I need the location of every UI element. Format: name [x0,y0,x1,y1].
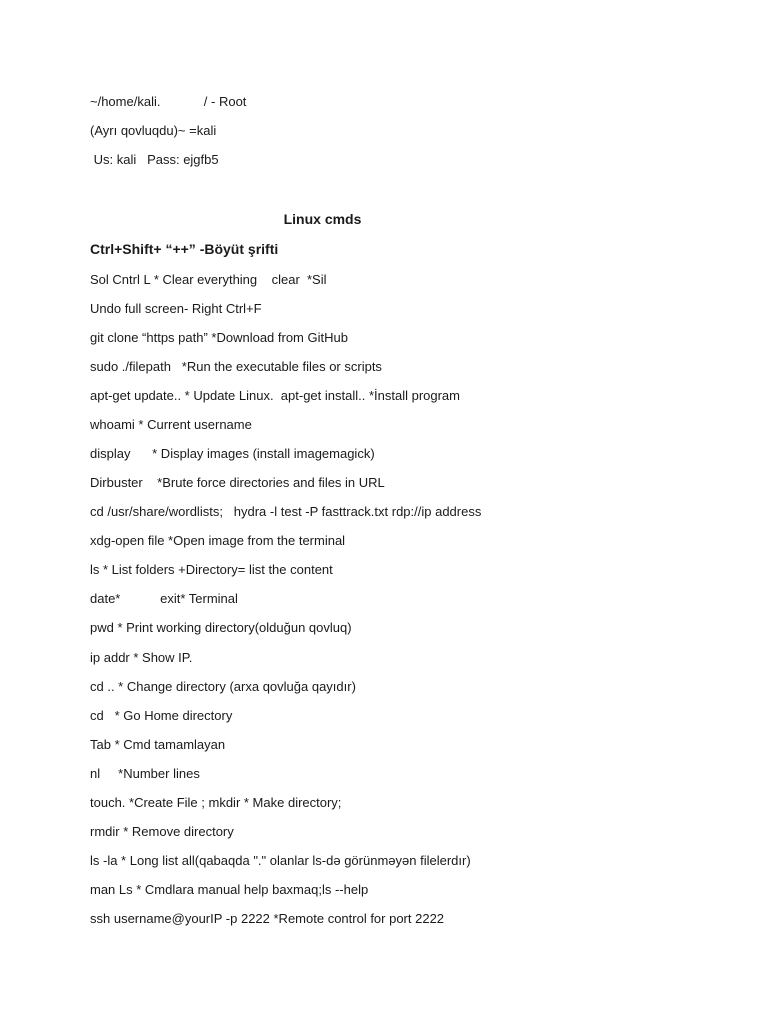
command-line: Tab * Cmd tamamlayan [90,737,226,752]
command-line: apt-get update.. * Update Linux. apt-get install.. *İnstall program [90,388,460,403]
command-line: date* exit* Terminal [90,591,238,606]
command-line: ssh username@yourIP -p 2222 *Remote control for port 2222 [90,911,445,926]
command-line: Undo full screen- Right Ctrl+F [90,301,262,316]
command-line: Dirbuster *Brute force directories and files in URL [90,475,385,490]
header-line-1: ~/home/kali. / - Root [90,94,247,109]
command-line: xdg-open file *Open image from the terminal [90,533,346,548]
command-line: sudo ./filepath *Run the executable files or scripts [90,359,382,374]
command-line: display * Display images (install imagemagick) [90,446,375,461]
document-subtitle: Ctrl+Shift+ “++” -Böyüt şrifti [90,241,279,257]
command-line: touch. *Create File ; mkdir * Make directory; [90,795,342,810]
command-line: cd * Go Home directory [90,708,233,723]
document-title: Linux cmds [283,211,362,227]
command-line: ip addr * Show IP. [90,650,193,665]
command-line: man Ls * Cmdlara manual help baxmaq;ls --help [90,882,369,897]
command-line: ls * List folders +Directory= list the content [90,562,333,577]
command-line: git clone “https path” *Download from GitHub [90,330,348,345]
command-line: Sol Cntrl L * Clear everything clear *Sil [90,272,327,287]
command-line: cd .. * Change directory (arxa qovluğa qayıdır) [90,679,356,694]
command-line: rmdir * Remove directory [90,824,234,839]
header-line-2: (Ayrı qovluqdu)~ =kali [90,123,217,138]
command-line: whoami * Current username [90,417,252,432]
command-line: cd /usr/share/wordlists; hydra -l test -P fasttrack.txt rdp://ip address [90,504,482,519]
command-line: ls -la * Long list all(qabaqda "." olanlar ls-də görünməyən filelerdır) [90,853,471,868]
command-line: nl *Number lines [90,766,200,781]
header-line-3: Us: kali Pass: ejgfb5 [90,152,219,167]
command-line: pwd * Print working directory(olduğun qovluq) [90,620,352,635]
